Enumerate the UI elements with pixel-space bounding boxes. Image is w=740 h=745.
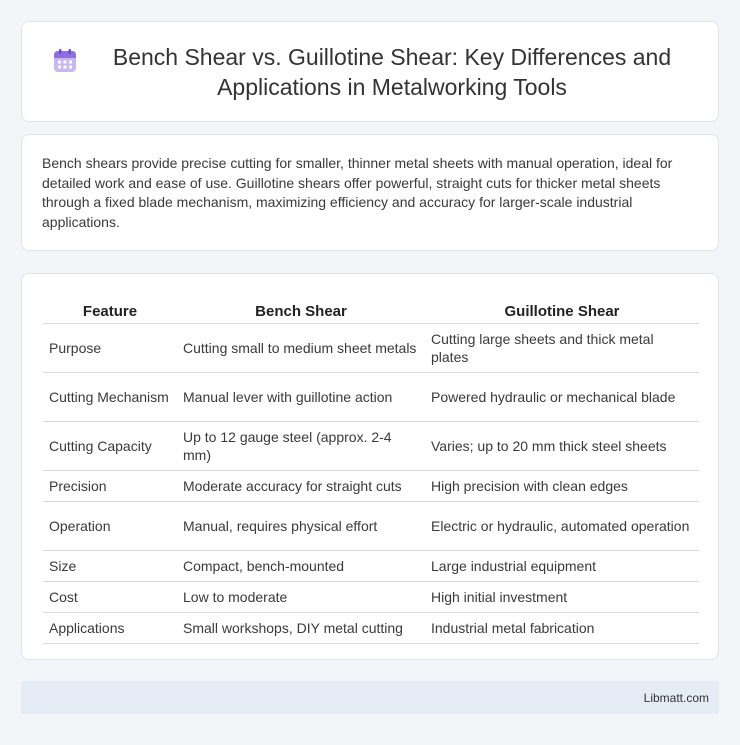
guillotine-shear-cell: Varies; up to 20 mm thick steel sheets	[425, 421, 699, 470]
column-header-guillotine-shear: Guillotine Shear	[425, 294, 699, 323]
page-title: Bench Shear vs. Guillotine Shear: Key Differences and Applications in Metalworking Tools	[112, 43, 672, 100]
bench-shear-cell: Small workshops, DIY metal cutting	[177, 612, 425, 643]
title-card	[21, 21, 719, 122]
guillotine-shear-cell: High precision with clean edges	[425, 470, 699, 501]
bench-shear-cell: Low to moderate	[177, 581, 425, 612]
table-header-row	[43, 294, 699, 323]
table-row	[43, 372, 699, 421]
feature-cell: Applications	[43, 612, 177, 643]
column-header-feature: Feature	[43, 294, 177, 323]
guillotine-shear-cell: Industrial metal fabrication	[425, 612, 699, 643]
footer	[21, 681, 719, 714]
bench-shear-cell: Cutting small to medium sheet metals	[177, 323, 425, 372]
feature-cell: Precision	[43, 470, 177, 501]
feature-cell: Cutting Mechanism	[43, 372, 177, 421]
guillotine-shear-cell: Powered hydraulic or mechanical blade	[425, 372, 699, 421]
guillotine-shear-cell: Cutting large sheets and thick metal plates	[425, 323, 699, 372]
summary-text: Bench shears provide precise cutting for smaller, thinner metal sheets with manual operation, ideal for detailed work and ease of use. Guillotine shears offer powerful, straight cuts for thicker metal sheets through a fixed blade mechanism, maximizing efficiency and accuracy for larger-scale industrial applications.	[42, 155, 673, 230]
bench-shear-cell: Manual lever with guillotine action	[177, 372, 425, 421]
calendar-icon	[52, 48, 78, 74]
comparison-card	[21, 273, 719, 660]
guillotine-shear-cell: Large industrial equipment	[425, 550, 699, 581]
column-header-bench-shear: Bench Shear	[177, 294, 425, 323]
table-row	[43, 550, 699, 581]
table-row	[43, 501, 699, 550]
table-row	[43, 323, 699, 372]
footer-brand: Libmatt.com	[643, 690, 709, 705]
table-row	[43, 581, 699, 612]
bench-shear-cell: Manual, requires physical effort	[177, 501, 425, 550]
guillotine-shear-cell: Electric or hydraulic, automated operation	[425, 501, 699, 550]
summary-card	[21, 134, 719, 251]
table-row	[43, 470, 699, 501]
table-row	[43, 612, 699, 643]
bench-shear-cell: Moderate accuracy for straight cuts	[177, 470, 425, 501]
feature-cell: Cost	[43, 581, 177, 612]
feature-cell: Size	[43, 550, 177, 581]
guillotine-shear-cell: High initial investment	[425, 581, 699, 612]
comparison-table	[43, 294, 699, 644]
table-row	[43, 421, 699, 470]
feature-cell: Purpose	[43, 323, 177, 372]
feature-cell: Cutting Capacity	[43, 421, 177, 470]
bench-shear-cell: Up to 12 gauge steel (approx. 2-4 mm)	[177, 421, 425, 470]
feature-cell: Operation	[43, 501, 177, 550]
bench-shear-cell: Compact, bench-mounted	[177, 550, 425, 581]
